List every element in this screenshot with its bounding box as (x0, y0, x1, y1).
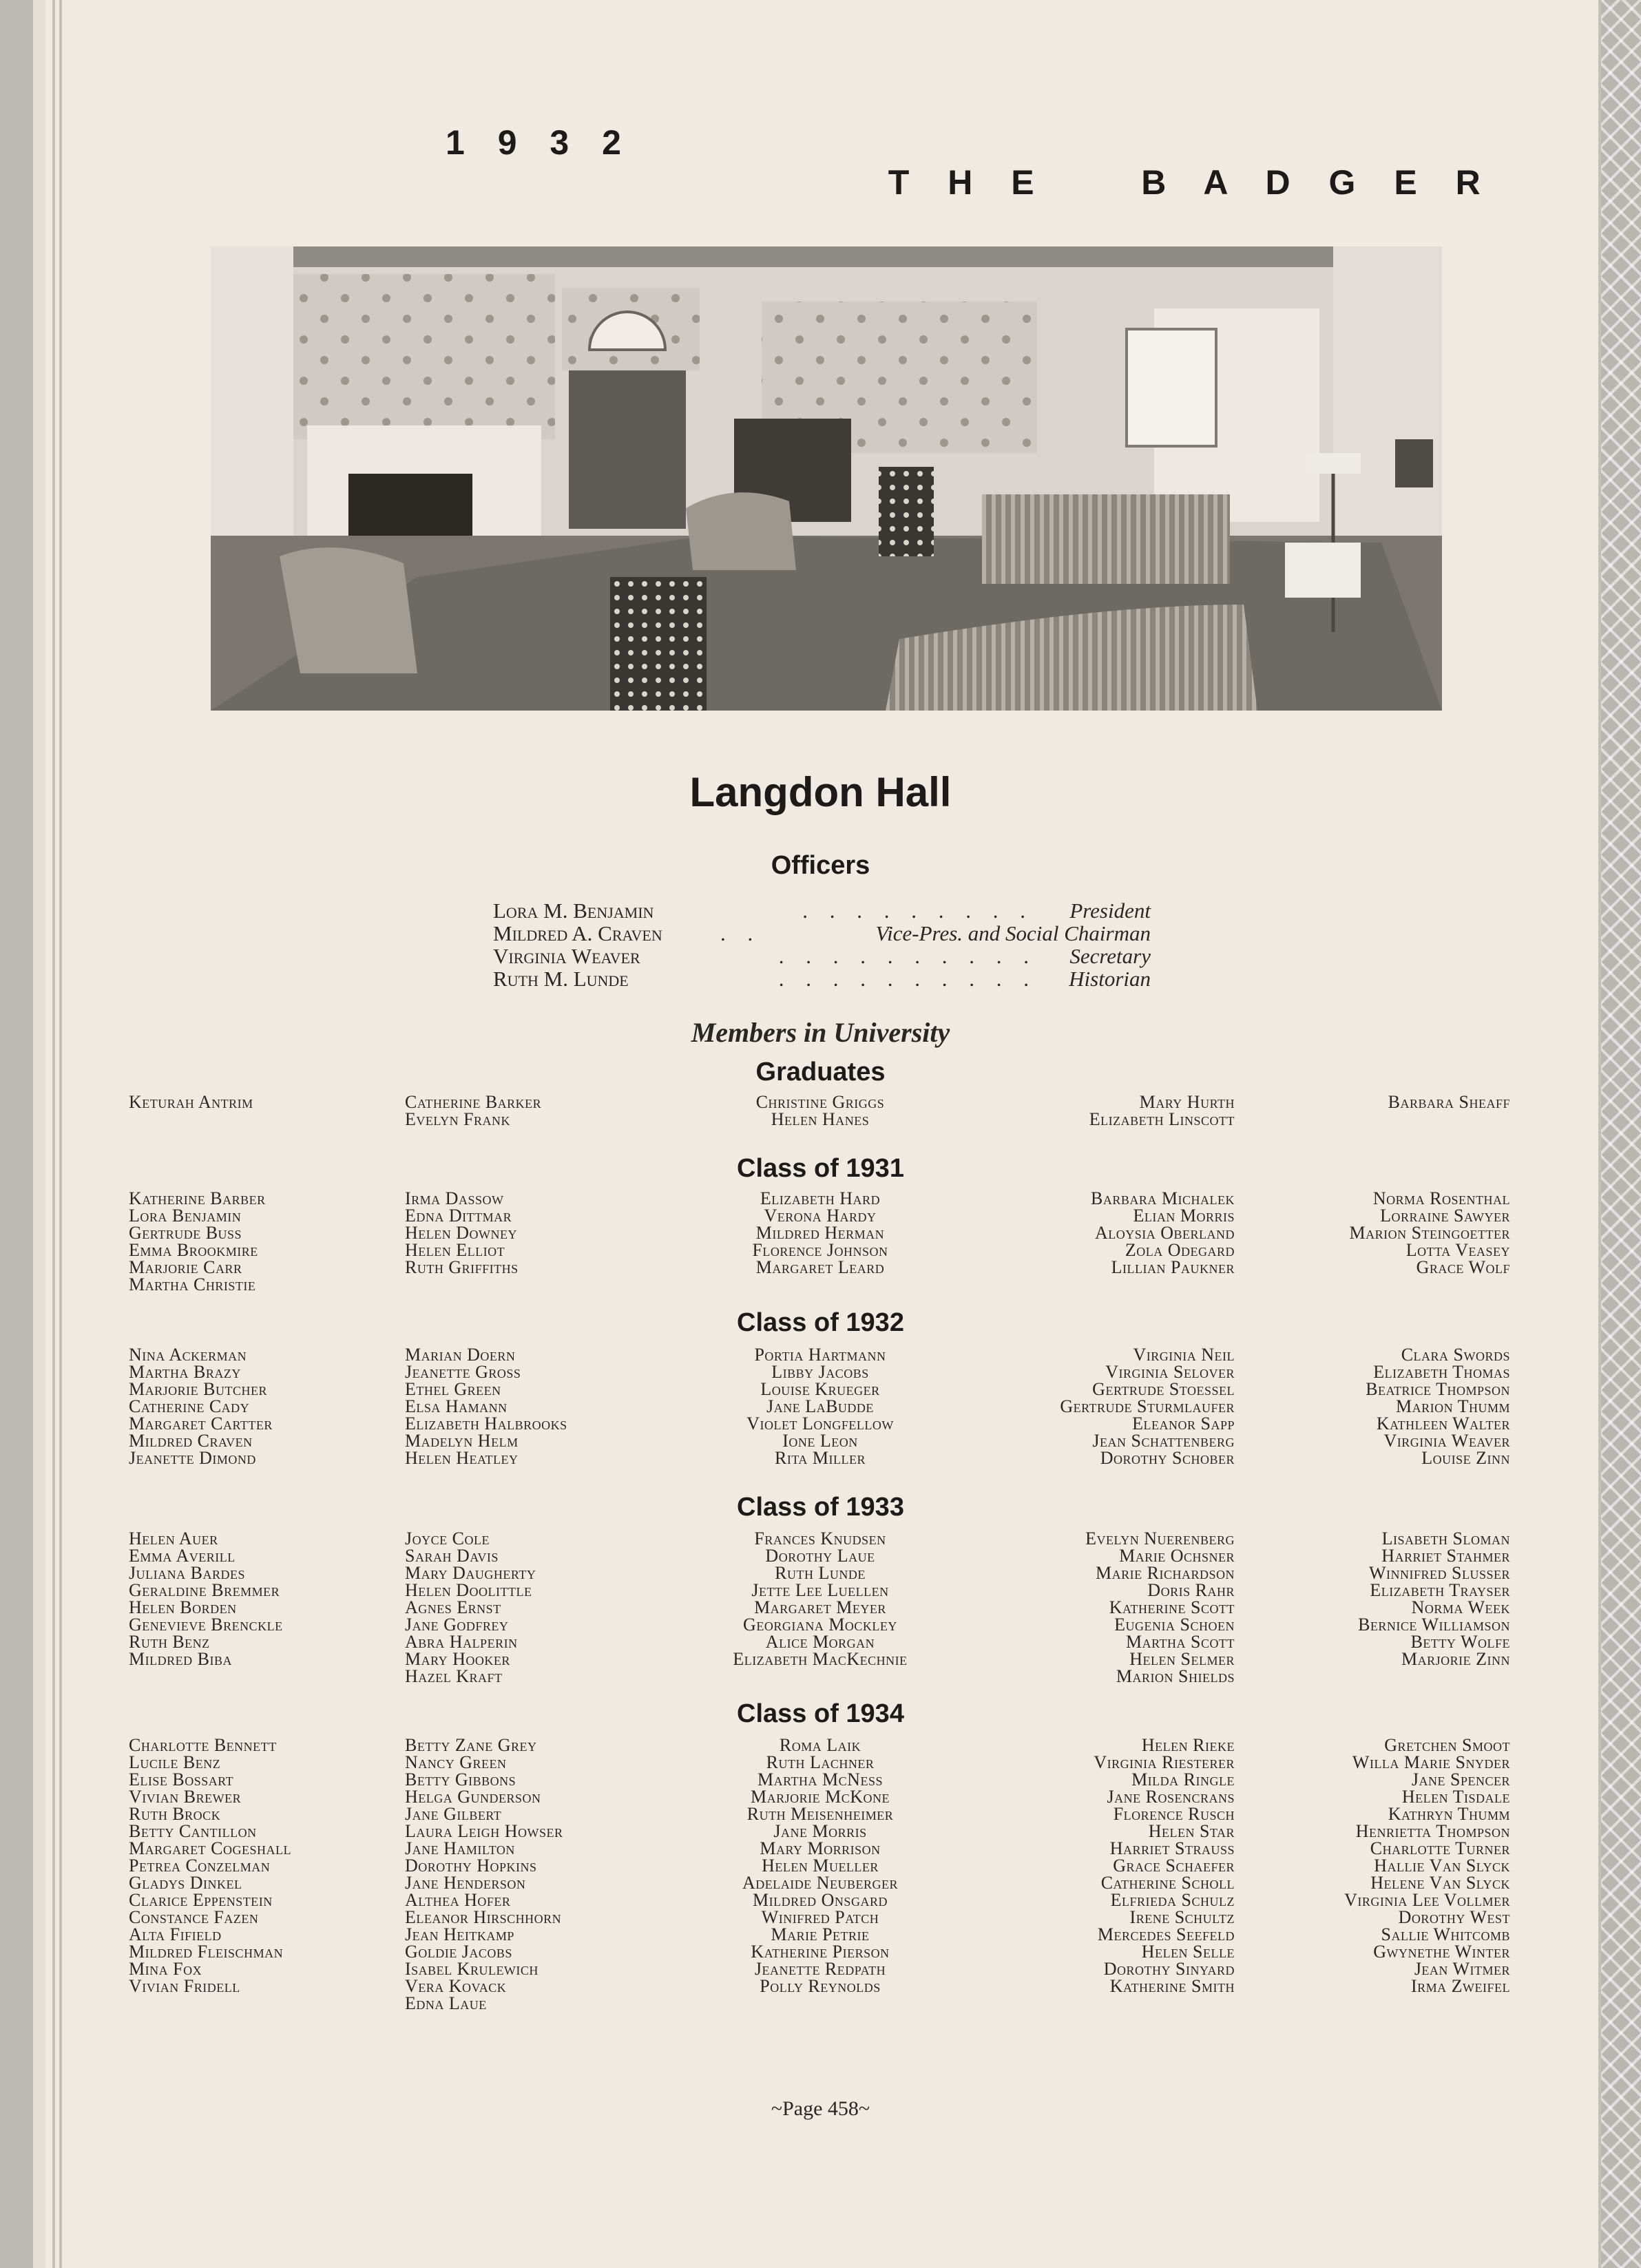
member-name: Norma Week (1411, 1597, 1510, 1617)
member-name: Helen Elliot (405, 1240, 505, 1260)
member-column (1214, 1190, 1510, 1276)
member-name: Elizabeth Trayser (1370, 1580, 1510, 1600)
member-name: Lora Benjamin (129, 1206, 242, 1226)
member-name: Gertrude Stoessel (1092, 1379, 1235, 1399)
officer-title: President (1069, 899, 1151, 923)
member-name: Doris Rahr (1147, 1580, 1235, 1600)
member-name: Lucile Benz (129, 1752, 221, 1772)
member-name: Emma Brookmire (129, 1240, 258, 1260)
margin-rule (52, 0, 55, 2268)
member-name: Winnifred Slusser (1368, 1563, 1510, 1583)
member-name: Verona Hardy (764, 1206, 877, 1226)
member-name: Sarah Davis (405, 1546, 499, 1566)
member-name: Evelyn Nuerenberg (1085, 1529, 1235, 1548)
member-name: Margaret Meyer (754, 1597, 886, 1617)
member-name: Harriet Stahmer (1381, 1546, 1510, 1566)
member-name: Helen Selle (1141, 1942, 1235, 1962)
member-name: Helen Auer (129, 1529, 218, 1548)
member-name: Margaret Cartter (129, 1414, 273, 1434)
member-name: Dorothy Sinyard (1103, 1959, 1235, 1979)
margin-rule (59, 0, 62, 2268)
member-name: Clarice Eppenstein (129, 1890, 273, 1910)
member-name: Ruth Brock (129, 1804, 221, 1824)
member-name: Gertrude Buss (129, 1223, 242, 1243)
member-name: Jean Schattenberg (1092, 1431, 1235, 1451)
member-column (672, 1190, 968, 1276)
member-name: Ruth Griffiths (405, 1257, 519, 1277)
member-name: Dorothy Laue (765, 1546, 875, 1566)
member-name: Elizabeth Thomas (1373, 1362, 1510, 1382)
member-name: Helen Borden (129, 1597, 237, 1617)
member-name: Harriet Strauss (1109, 1838, 1235, 1858)
member-name: Edna Dittmar (405, 1206, 512, 1226)
member-name: Mary Daugherty (405, 1563, 536, 1583)
member-name: Mildred Fleischman (129, 1942, 284, 1962)
member-name: Willa Marie Snyder (1352, 1752, 1510, 1772)
members-heading: Members in University (691, 1017, 950, 1048)
member-name: Eleanor Hirschhorn (405, 1907, 562, 1927)
member-name: Charlotte Bennett (129, 1735, 277, 1755)
member-name: Ethel Green (405, 1379, 501, 1399)
member-name: Lorraine Sawyer (1380, 1206, 1510, 1226)
page-edge-left (0, 0, 33, 2268)
member-name: Laura Leigh Howser (405, 1821, 563, 1841)
officer-name: Virginia Weaver (493, 944, 640, 968)
member-name: Abra Halperin (405, 1632, 518, 1652)
member-column (405, 1736, 701, 2012)
member-name: Jane Henderson (405, 1873, 526, 1893)
member-name: Irma Zweifel (1410, 1976, 1510, 1996)
member-name: Nina Ackerman (129, 1345, 247, 1365)
member-name: Catherine Barker (405, 1092, 542, 1112)
member-name: Marie Richardson (1096, 1563, 1235, 1583)
member-name: Vivian Brewer (129, 1787, 242, 1807)
member-name: Louise Krueger (760, 1379, 880, 1399)
member-name: Jane Gilbert (405, 1804, 502, 1824)
member-name: Elise Bossart (129, 1770, 234, 1789)
member-name: Helen Rieke (1141, 1735, 1235, 1755)
group-heading: Graduates (755, 1058, 886, 1086)
member-name: Louise Zinn (1421, 1448, 1510, 1468)
member-name: Dorothy Hopkins (405, 1856, 537, 1876)
page-edge-left-inner (33, 0, 45, 2268)
member-name: Marion Shields (1116, 1666, 1235, 1686)
member-name: Mina Fox (129, 1959, 202, 1979)
member-name: Libby Jacobs (771, 1362, 869, 1382)
member-name: Catherine Cady (129, 1396, 250, 1416)
member-column (1214, 1736, 1510, 1995)
member-column (939, 1093, 1235, 1128)
member-name: Jane Godfrey (405, 1615, 509, 1635)
member-name: Marjorie Butcher (129, 1379, 267, 1399)
member-name: Martha Brazy (129, 1362, 241, 1382)
member-name: Margaret Cogeshall (129, 1838, 291, 1858)
officer-row (493, 944, 1151, 967)
member-name: Clara Swords (1401, 1345, 1510, 1365)
member-name: Florence Rusch (1113, 1804, 1235, 1824)
member-column (405, 1190, 701, 1276)
page-title: Langdon Hall (689, 769, 952, 815)
member-name: Florence Johnson (752, 1240, 888, 1260)
officer-row (493, 899, 1151, 922)
member-name: Grace Schaefer (1113, 1856, 1235, 1876)
member-name: Elsa Hamann (405, 1396, 508, 1416)
officer-name: Ruth M. Lunde (493, 967, 629, 991)
member-name: Petrea Conzelman (129, 1856, 271, 1876)
member-name: Sallie Whitcomb (1381, 1924, 1510, 1944)
member-name: Jean Heitkamp (405, 1924, 514, 1944)
member-name: Betty Wolfe (1410, 1632, 1510, 1652)
member-column (939, 1346, 1235, 1467)
member-name: Lotta Veasey (1405, 1240, 1510, 1260)
member-name: Marjorie McKone (750, 1787, 890, 1807)
member-name: Constance Fazen (129, 1907, 259, 1927)
hall-photo (211, 246, 1442, 711)
member-name: Marjorie Zinn (1401, 1649, 1510, 1669)
member-name: Mary Hurth (1139, 1092, 1235, 1112)
member-name: Dorothy Schober (1100, 1448, 1235, 1468)
member-name: Hallie Van Slyck (1374, 1856, 1510, 1876)
officer-name: Mildred A. Craven (493, 921, 662, 945)
member-name: Rita Miller (775, 1448, 866, 1468)
member-name: Nancy Green (405, 1752, 507, 1772)
member-name: Isabel Krulewich (405, 1959, 539, 1979)
officer-row (493, 921, 1151, 945)
member-name: Bernice Williamson (1358, 1615, 1510, 1635)
member-name: Katherine Pierson (751, 1942, 890, 1962)
member-name: Virginia Lee Vollmer (1344, 1890, 1510, 1910)
member-name: Katherine Smith (1109, 1976, 1235, 1996)
member-name: Ione Leon (782, 1431, 858, 1451)
member-name: Virginia Riesterer (1094, 1752, 1235, 1772)
member-column (129, 1093, 425, 1111)
officer-dots: . . (720, 921, 762, 945)
member-name: Jeanette Dimond (129, 1448, 256, 1468)
member-name: Ruth Meisenheimer (746, 1804, 894, 1824)
member-name: Lisabeth Sloman (1381, 1529, 1510, 1548)
member-name: Jane Hamilton (405, 1838, 515, 1858)
member-column (939, 1190, 1235, 1276)
group-heading: Class of 1932 (737, 1308, 904, 1337)
member-name: Elian Morris (1133, 1206, 1235, 1226)
member-column (405, 1346, 701, 1467)
member-name: Catherine Scholl (1100, 1873, 1235, 1893)
officer-name: Lora M. Benjamin (493, 899, 654, 923)
member-name: Jeanette Gross (405, 1362, 521, 1382)
member-name: Martha Christie (129, 1274, 256, 1294)
member-name: Virginia Weaver (1383, 1431, 1510, 1451)
officer-title: Secretary (1069, 944, 1151, 968)
member-name: Irene Schultz (1129, 1907, 1235, 1927)
member-name: Betty Zane Grey (405, 1735, 537, 1755)
member-name: Dorothy West (1398, 1907, 1510, 1927)
member-name: Geraldine Bremmer (129, 1580, 280, 1600)
member-name: Helen Heatley (405, 1448, 519, 1468)
header-year: 1 9 3 2 (446, 123, 621, 162)
member-name: Vera Kovack (405, 1976, 507, 1996)
member-name: Kathryn Thumm (1388, 1804, 1510, 1824)
member-name: Elfrieda Schulz (1110, 1890, 1235, 1910)
member-name: Juliana Bardes (129, 1563, 245, 1583)
member-name: Betty Gibbons (405, 1770, 516, 1789)
member-name: Polly Reynolds (760, 1976, 881, 1996)
member-name: Elizabeth Hard (760, 1188, 881, 1208)
member-name: Mary Morrison (760, 1838, 881, 1858)
member-name: Portia Hartmann (754, 1345, 886, 1365)
member-column (405, 1530, 701, 1685)
member-name: Jeanette Redpath (754, 1959, 886, 1979)
member-column (405, 1093, 701, 1128)
member-name: Vivian Fridell (129, 1976, 240, 1996)
member-name: Helen Selmer (1129, 1649, 1235, 1669)
member-name: Jane Morris (773, 1821, 867, 1841)
group-heading: Class of 1934 (737, 1699, 904, 1728)
officer-dots: . . . . . . . . . . (778, 967, 1037, 991)
member-name: Virginia Selover (1105, 1362, 1235, 1382)
member-name: Elizabeth Halbrooks (405, 1414, 567, 1434)
member-name: Agnes Ernst (405, 1597, 501, 1617)
member-name: Grace Wolf (1416, 1257, 1510, 1277)
member-column (939, 1736, 1235, 1995)
member-name: Marion Thumm (1395, 1396, 1510, 1416)
member-name: Betty Cantillon (129, 1821, 257, 1841)
officers-heading: Officers (771, 851, 870, 880)
member-name: Mary Hooker (405, 1649, 510, 1669)
member-name: Marian Doern (405, 1345, 516, 1365)
member-column (672, 1530, 968, 1668)
member-name: Gertrude Sturmlaufer (1060, 1396, 1235, 1416)
officer-row (493, 967, 1151, 990)
member-name: Milda Ringle (1131, 1770, 1235, 1789)
member-column (672, 1093, 968, 1128)
member-name: Jane Spencer (1411, 1770, 1510, 1789)
member-name: Ruth Lachner (766, 1752, 875, 1772)
member-name: Marie Ochsner (1119, 1546, 1235, 1566)
member-name: Winifred Patch (761, 1907, 879, 1927)
member-name: Helen Tisdale (1401, 1787, 1510, 1807)
member-name: Helga Gunderson (405, 1787, 541, 1807)
member-name: Jette Lee Luellen (751, 1580, 889, 1600)
member-name: Edna Laue (405, 1993, 487, 2013)
group-heading: Class of 1931 (737, 1154, 904, 1183)
member-name: Helene Van Slyck (1370, 1873, 1510, 1893)
member-name: Marjorie Carr (129, 1257, 242, 1277)
member-name: Violet Longfellow (746, 1414, 894, 1434)
member-name: Jane LaBudde (766, 1396, 874, 1416)
member-column (1214, 1093, 1510, 1111)
member-name: Marion Steingoetter (1349, 1223, 1510, 1243)
member-name: Gladys Dinkel (129, 1873, 242, 1893)
officer-dots: . . . . . . . . . . (778, 944, 1037, 968)
member-name: Evelyn Frank (405, 1109, 511, 1129)
member-name: Helen Mueller (762, 1856, 879, 1876)
header-title: T H E B A D G E R (888, 163, 1485, 202)
member-name: Barbara Sheaff (1388, 1092, 1510, 1112)
member-name: Lillian Paukner (1111, 1257, 1235, 1277)
member-name: Joyce Cole (405, 1529, 490, 1548)
member-name: Gretchen Smoot (1384, 1735, 1510, 1755)
member-name: Keturah Antrim (129, 1092, 253, 1112)
member-name: Madelyn Helm (405, 1431, 519, 1451)
member-name: Goldie Jacobs (405, 1942, 512, 1962)
member-name: Genevieve Brenckle (129, 1615, 283, 1635)
member-name: Jane Rosencrans (1107, 1787, 1235, 1807)
member-column (939, 1530, 1235, 1685)
member-name: Mildred Biba (129, 1649, 232, 1669)
member-name: Ruth Lunde (775, 1563, 866, 1583)
member-name: Martha McNess (757, 1770, 883, 1789)
member-name: Helen Hanes (771, 1109, 870, 1129)
member-column (129, 1346, 425, 1467)
member-name: Frances Knudsen (754, 1529, 886, 1548)
member-name: Adelaide Neuberger (742, 1873, 899, 1893)
member-name: Irma Dassow (405, 1188, 504, 1208)
member-name: Katherine Barber (129, 1188, 266, 1208)
member-name: Margaret Leard (755, 1257, 885, 1277)
member-name: Martha Scott (1126, 1632, 1235, 1652)
member-name: Roma Laik (779, 1735, 861, 1755)
member-column (672, 1736, 968, 1995)
member-name: Alice Morgan (765, 1632, 875, 1652)
member-column (129, 1530, 425, 1668)
member-name: Henrietta Thompson (1355, 1821, 1510, 1841)
member-column (1214, 1530, 1510, 1668)
member-name: Althea Hofer (405, 1890, 511, 1910)
member-column (672, 1346, 968, 1467)
member-column (129, 1190, 425, 1293)
page-number: ~Page 458~ (771, 2097, 870, 2120)
member-name: Mildred Herman (755, 1223, 885, 1243)
member-name: Ruth Benz (129, 1632, 210, 1652)
member-name: Mildred Onsgard (753, 1890, 888, 1910)
member-name: Alta Fifield (129, 1924, 222, 1944)
member-name: Helen Downey (405, 1223, 518, 1243)
member-name: Elizabeth MacKechnie (733, 1649, 908, 1669)
member-name: Eugenia Schoen (1114, 1615, 1235, 1635)
member-column (129, 1736, 425, 1995)
member-name: Virginia Neil (1133, 1345, 1235, 1365)
member-name: Marie Petrie (771, 1924, 870, 1944)
member-name: Hazel Kraft (405, 1666, 503, 1686)
member-name: Norma Rosenthal (1372, 1188, 1510, 1208)
member-name: Zola Odegard (1125, 1240, 1235, 1260)
member-name: Charlotte Turner (1370, 1838, 1510, 1858)
member-name: Kathleen Walter (1376, 1414, 1510, 1434)
member-name: Helen Doolittle (405, 1580, 532, 1600)
member-column (1214, 1346, 1510, 1467)
member-name: Elizabeth Linscott (1089, 1109, 1235, 1129)
member-name: Mildred Craven (129, 1431, 253, 1451)
member-name: Georgiana Mockley (743, 1615, 897, 1635)
member-name: Barbara Michalek (1091, 1188, 1235, 1208)
group-heading: Class of 1933 (737, 1493, 904, 1522)
officer-dots: . . . . . . . . . (802, 899, 1034, 923)
member-name: Mercedes Seefeld (1097, 1924, 1235, 1944)
member-name: Katherine Scott (1109, 1597, 1235, 1617)
member-name: Jean Witmer (1414, 1959, 1510, 1979)
member-name: Eleanor Sapp (1132, 1414, 1235, 1434)
decorative-border-right (1601, 0, 1641, 2268)
member-name: Emma Averill (129, 1546, 236, 1566)
living-room-image (211, 246, 1442, 711)
member-name: Beatrice Thompson (1366, 1379, 1510, 1399)
member-name: Helen Star (1148, 1821, 1235, 1841)
member-name: Aloysia Oberland (1094, 1223, 1235, 1243)
officer-title: Historian (1069, 967, 1151, 991)
member-name: Christine Griggs (755, 1092, 885, 1112)
officer-title: Vice-Pres. and Social Chairman (875, 921, 1151, 945)
member-name: Gwynethe Winter (1373, 1942, 1510, 1962)
